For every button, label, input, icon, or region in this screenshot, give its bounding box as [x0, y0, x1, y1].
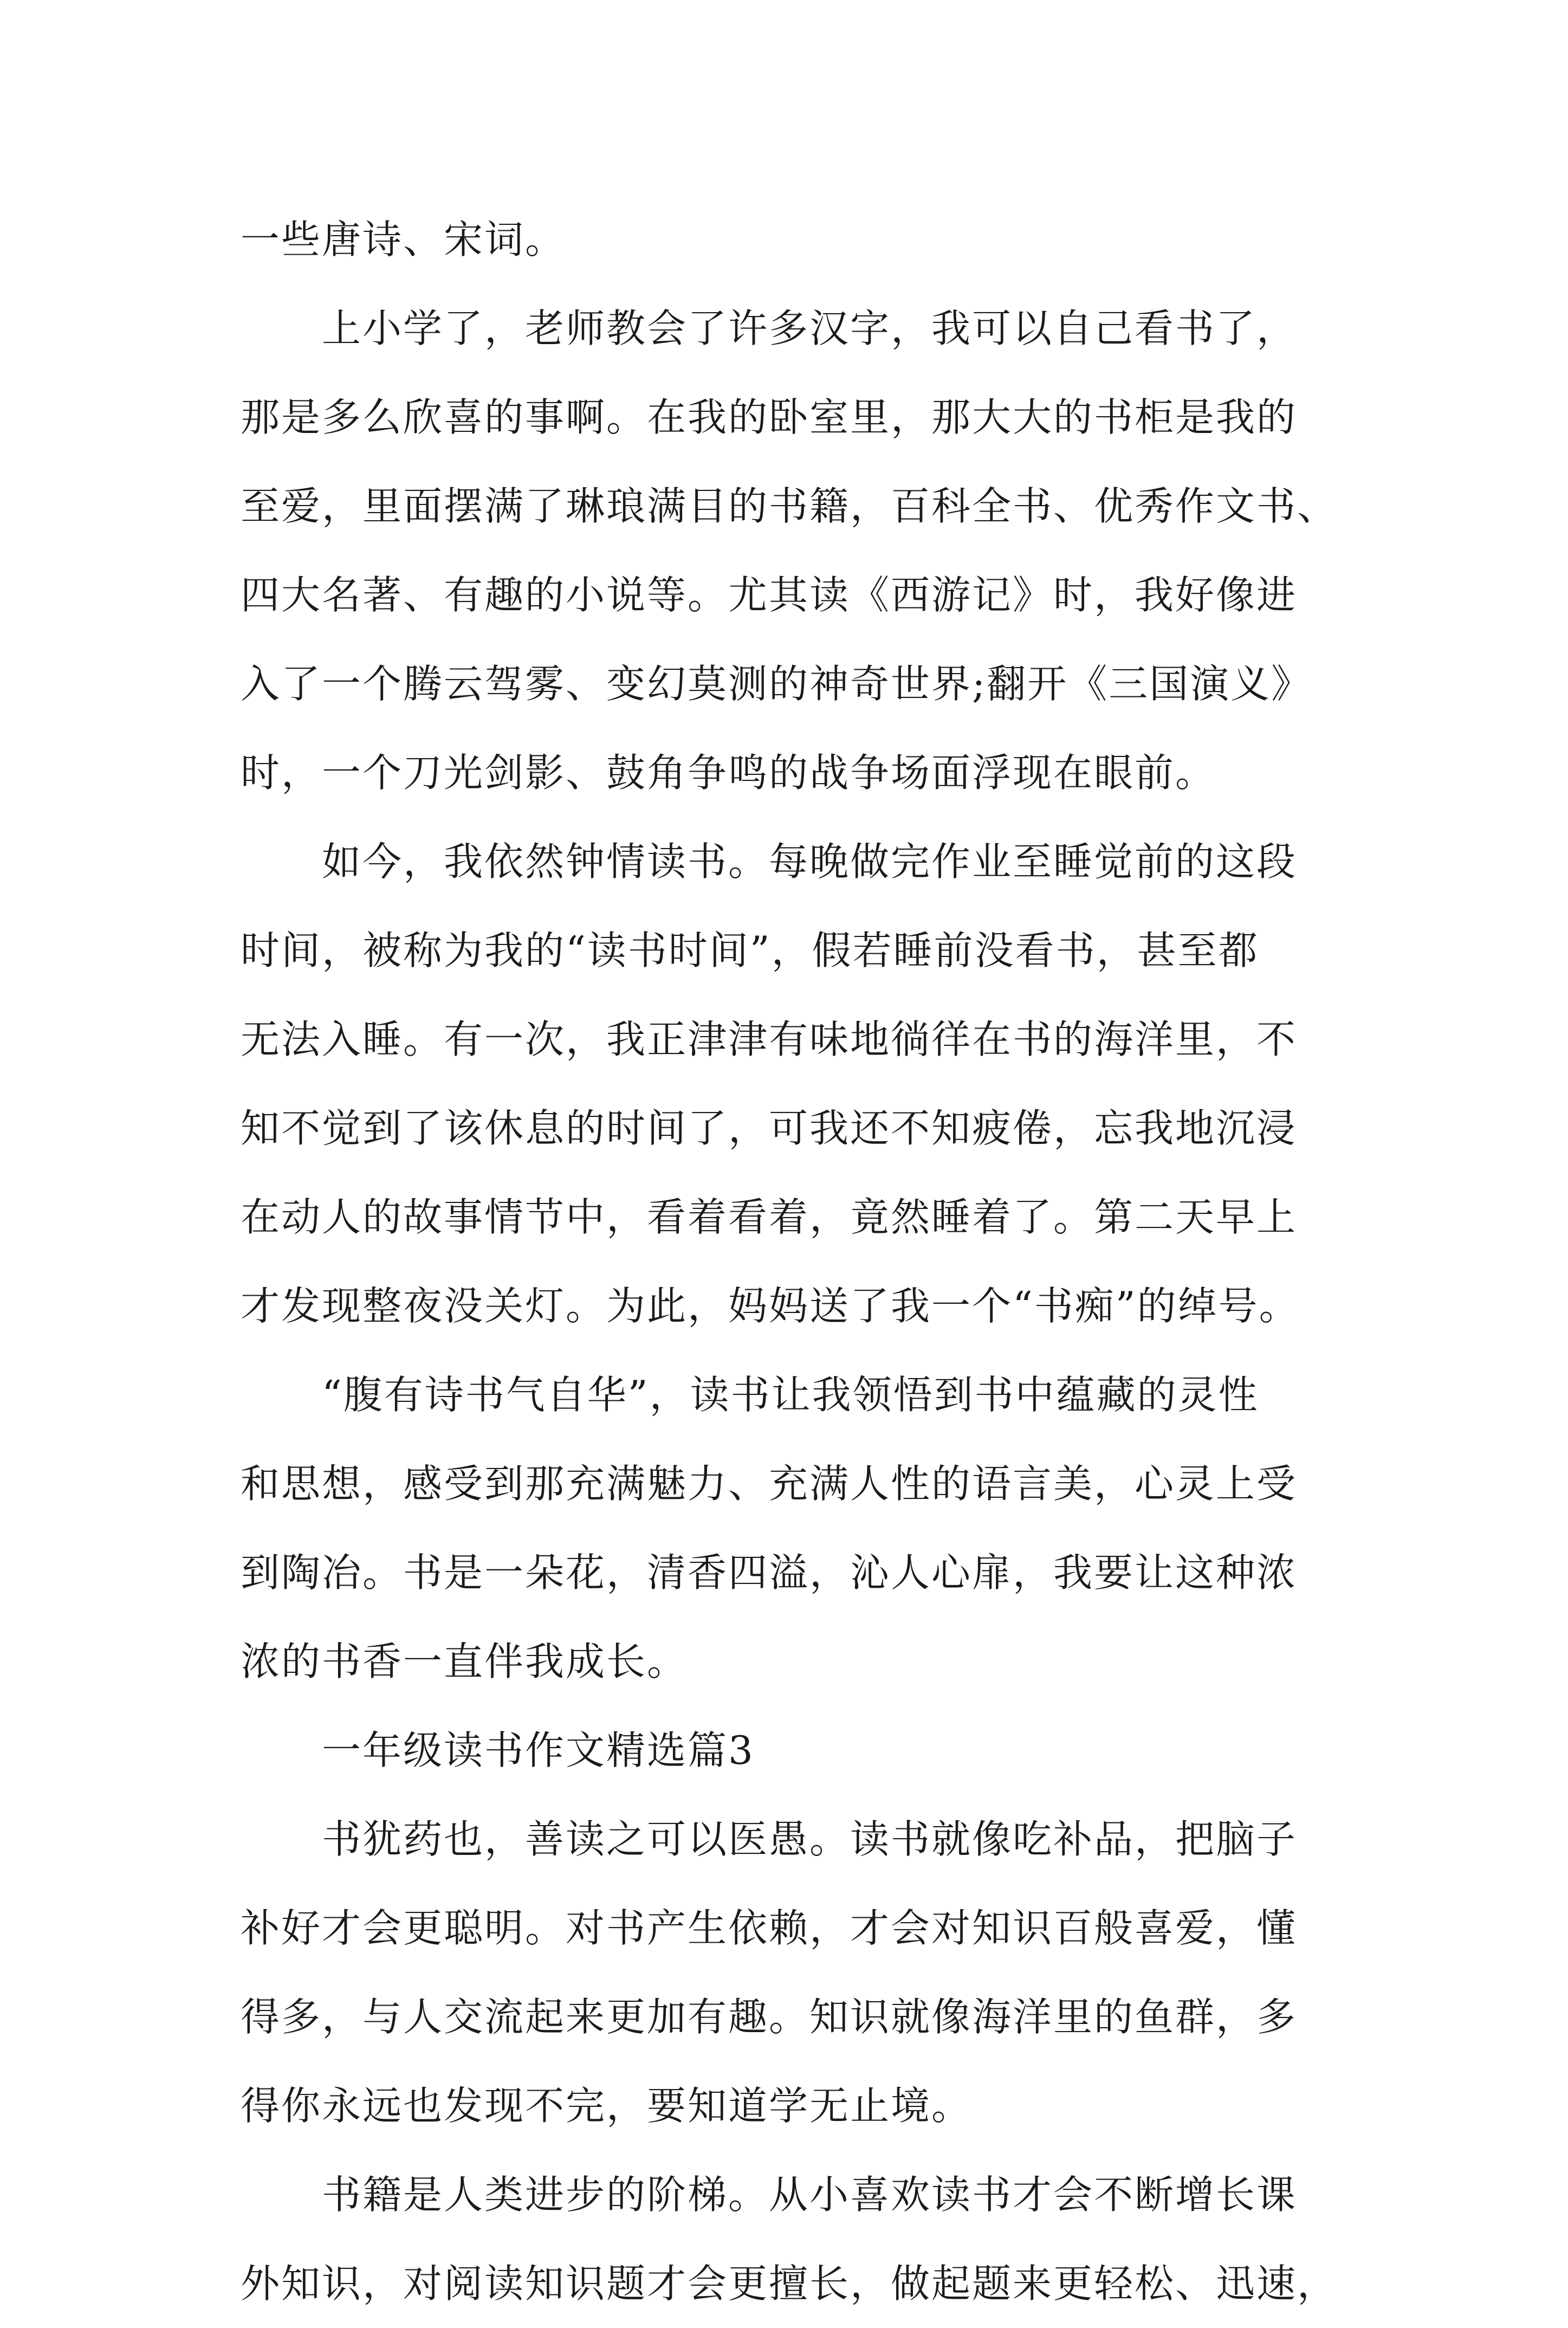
text-line: 浓的书香一直伴我成长。 [241, 1639, 688, 1684]
text-line: 至爱，里面摆满了琳琅满目的书籍，百科全书、优秀作文书、 [241, 483, 1338, 529]
text-line: 时，一个刀光剑影、鼓角争鸣的战争场面浮现在眼前。 [241, 750, 1216, 796]
text-line: 在动人的故事情节中，看着看着，竟然睡着了。第二天早上 [241, 1194, 1298, 1240]
text-line: 入了一个腾云驾雾、变幻莫测的神奇世界;翻开《三国演义》 [241, 661, 1312, 707]
text-line: 和思想，感受到那充满魅力、充满人性的语言美，心灵上受 [241, 1461, 1298, 1506]
text-line: 上小学了，老师教会了许多汉字，我可以自己看书了， [322, 306, 1298, 351]
text-line: 书籍是人类进步的阶梯。从小喜欢读书才会不断增长课 [322, 2172, 1298, 2217]
document-body [241, 195, 1340, 2328]
text-line: “腹有诗书气自华”，读书让我领悟到书中蕴藏的灵性 [322, 1372, 1259, 1418]
text-line: 四大名著、有趣的小说等。尤其读《西游记》时，我好像进 [241, 572, 1298, 618]
text-line: 书犹药也，善读之可以医愚。读书就像吃补品，把脑子 [322, 1816, 1298, 1862]
text-line: 那是多么欣喜的事啊。在我的卧室里，那大大的书柜是我的 [241, 395, 1298, 440]
text-line: 得你永远也发现不完，要知道学无止境。 [241, 2083, 973, 2129]
text-line: 如今，我依然钟情读书。每晚做完作业至睡觉前的这段 [322, 839, 1298, 884]
text-line: 一些唐诗、宋词。 [241, 217, 566, 262]
text-line: 补好才会更聪明。对书产生依赖，才会对知识百般喜爱，懂 [241, 1905, 1298, 1951]
text-line: 才发现整夜没关灯。为此，妈妈送了我一个“书痴”的绰号。 [241, 1283, 1300, 1329]
text-line: 得多，与人交流起来更加有趣。知识就像海洋里的鱼群，多 [241, 1994, 1298, 2040]
text-line: 外知识，对阅读知识题才会更擅长，做起题来更轻松、迅速， [241, 2261, 1338, 2306]
text-line: 时间，被称为我的“读书时间”，假若睡前没看书，甚至都 [241, 928, 1259, 973]
text-line: 到陶冶。书是一朵花，清香四溢，沁人心扉，我要让这种浓 [241, 1550, 1298, 1595]
text-line: 无法入睡。有一次，我正津津有味地徜徉在书的海洋里，不 [241, 1017, 1298, 1062]
text-line: 知不觉到了该休息的时间了，可我还不知疲倦，忘我地沉浸 [241, 1105, 1298, 1151]
section-heading: 一年级读书作文精选篇3 [322, 1728, 755, 1773]
